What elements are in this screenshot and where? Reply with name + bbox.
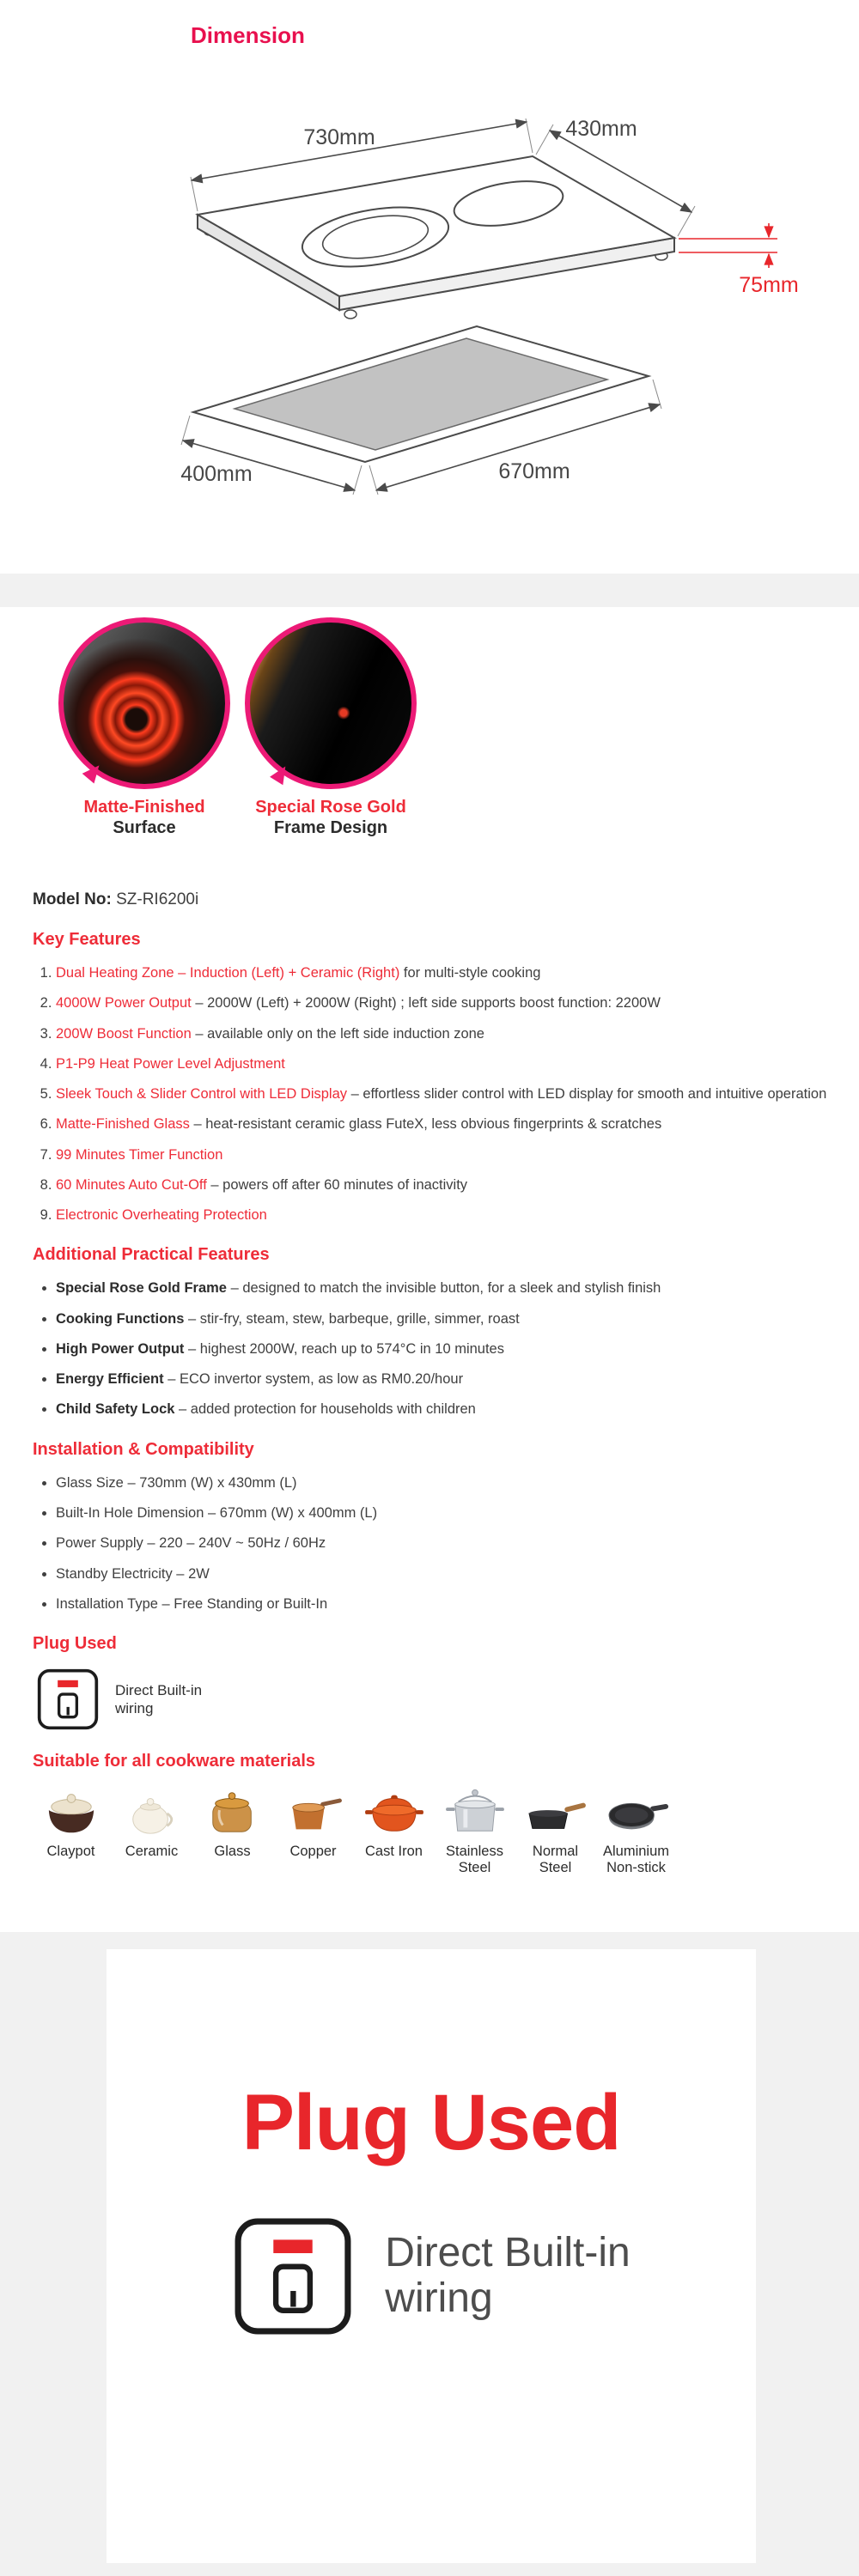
dimension-section-title: Dimension (191, 22, 305, 48)
cookware-heading: Suitable for all cookware materials (33, 1752, 316, 1771)
key-feature-item: 1. Dual Heating Zone – Induction (Left) + Ceramic (Right) for multi-style cooking (56, 963, 830, 982)
key-feature-item: 3. 200W Boost Function – available only on the left side induction zone (56, 1024, 830, 1043)
cookware-item (113, 1785, 190, 1876)
cookware-label: Aluminium Non-stick (602, 1844, 670, 1876)
dim-label-730mm: 730mm (303, 125, 375, 149)
key-feature-item: 4. P1-P9 Heat Power Level Adjustment (56, 1054, 830, 1073)
matte-surface-photo (58, 617, 230, 789)
installation-item: • Standby Electricity – 2W (56, 1564, 830, 1583)
cookware-item (194, 1785, 271, 1876)
cookware-item (598, 1785, 674, 1876)
dim-75 (679, 223, 799, 297)
plug-wiring-icon (36, 1668, 100, 1731)
dim-label-400mm: 400mm (180, 462, 253, 486)
cookware-label: Cast Iron (365, 1844, 423, 1860)
cookware-row (33, 1785, 830, 1876)
dim-label-75mm: 75mm (739, 273, 799, 297)
plug-used-heading: Plug Used (33, 1634, 117, 1654)
plug-wiring-icon (232, 2215, 354, 2337)
key-feature-item: 7. 99 Minutes Timer Function (56, 1145, 830, 1164)
cookware-item (436, 1785, 513, 1876)
cookware-label: Ceramic (125, 1844, 179, 1860)
installation-list (33, 1473, 830, 1613)
plug-banner-section (0, 1949, 859, 2576)
details-section (0, 607, 859, 1932)
copper-pan-icon (279, 1785, 348, 1838)
dim-label-430mm: 430mm (565, 117, 637, 141)
additional-feature-item: • Child Safety Lock – added protection for households with children (56, 1400, 830, 1419)
product-details (0, 890, 859, 1876)
additional-feature-item: • Special Rose Gold Frame – designed to match the invisible button, for a sleek and stylish finish (56, 1279, 830, 1297)
dim-label-670mm: 670mm (498, 459, 570, 483)
plug-used-text: Direct Built-in wiring (115, 1681, 203, 1717)
cookware-label: Glass (214, 1844, 251, 1860)
plug-banner-card (107, 1949, 756, 2563)
additional-features-heading: Additional Practical Features (33, 1245, 270, 1265)
installation-item: • Installation Type – Free Standing or Built-In (56, 1595, 830, 1613)
aluminium-nonstick-pan-icon (602, 1785, 671, 1838)
installation-item: • Power Supply – 220 – 240V ~ 50Hz / 60Hz (56, 1534, 830, 1552)
additional-features-list (33, 1279, 830, 1419)
matte-surface-label-black: Surface (113, 817, 176, 837)
cookware-item (517, 1785, 594, 1876)
cookware-item (33, 1785, 109, 1876)
key-features-heading: Key Features (33, 930, 141, 949)
steel-frying-pan-icon (521, 1785, 590, 1838)
matte-surface-label-red: Matte-Finished (83, 798, 205, 817)
cutout-isometric-drawing (193, 326, 649, 462)
additional-feature-item: • Cooking Functions – stir-fry, steam, stew, barbeque, grille, simmer, roast (56, 1309, 830, 1328)
model-number-label: Model No: (33, 890, 112, 908)
plug-banner-row (107, 2215, 756, 2337)
rose-gold-label (245, 798, 417, 838)
ceramic-pot-icon (118, 1785, 186, 1838)
dimension-diagram (0, 52, 859, 567)
glass-pot-icon (198, 1785, 267, 1838)
cookware-item (275, 1785, 351, 1876)
hob-isometric-drawing (198, 156, 674, 319)
additional-feature-item: • Energy Efficient – ECO invertor system, as low as RM0.20/hour (56, 1370, 830, 1388)
model-number-value: SZ-RI6200i (111, 890, 199, 908)
cookware-label: Normal Steel (532, 1844, 579, 1876)
stainless-steel-pot-icon (441, 1785, 509, 1838)
cookware-label: Copper (289, 1844, 337, 1860)
cookware-label: Claypot (46, 1844, 95, 1860)
installation-item: • Glass Size – 730mm (W) x 430mm (L) (56, 1473, 830, 1492)
additional-feature-item: • High Power Output – highest 2000W, reach up to 574°C in 10 minutes (56, 1340, 830, 1358)
key-feature-item: 2. 4000W Power Output – 2000W (Left) + 2000W (Right) ; left side supports boost function: 2200W (56, 993, 830, 1012)
key-feature-item: 9. Electronic Overheating Protection (56, 1206, 830, 1224)
matte-surface-label (58, 798, 230, 838)
key-features-list (33, 963, 830, 1224)
installation-item: • Built-In Hole Dimension – 670mm (W) x 400mm (L) (56, 1504, 830, 1522)
cookware-label: Stainless Steel (446, 1844, 503, 1876)
model-number (33, 890, 830, 909)
claypot-icon (37, 1785, 106, 1838)
installation-heading: Installation & Compatibility (33, 1439, 254, 1459)
rose-gold-frame-photo (245, 617, 417, 789)
dimension-section (0, 0, 859, 574)
cookware-item (356, 1785, 432, 1876)
plug-banner-text: Direct Built-in wiring (385, 2230, 631, 2321)
key-feature-item: 5. Sleek Touch & Slider Control with LED Display – effortless slider control with LED display for smooth and intuitive operation (56, 1084, 830, 1103)
cast-iron-pot-icon (360, 1785, 429, 1838)
plug-banner-title: Plug Used (241, 2079, 621, 2166)
plug-used-row (36, 1668, 830, 1731)
rose-gold-label-red: Special Rose Gold (255, 798, 406, 817)
rose-gold-label-black: Frame Design (273, 817, 388, 837)
key-feature-item: 8. 60 Minutes Auto Cut-Off – powers off after 60 minutes of inactivity (56, 1176, 830, 1194)
key-feature-item: 6. Matte-Finished Glass – heat-resistant ceramic glass FuteX, less obvious fingerprints & scratches (56, 1115, 830, 1133)
